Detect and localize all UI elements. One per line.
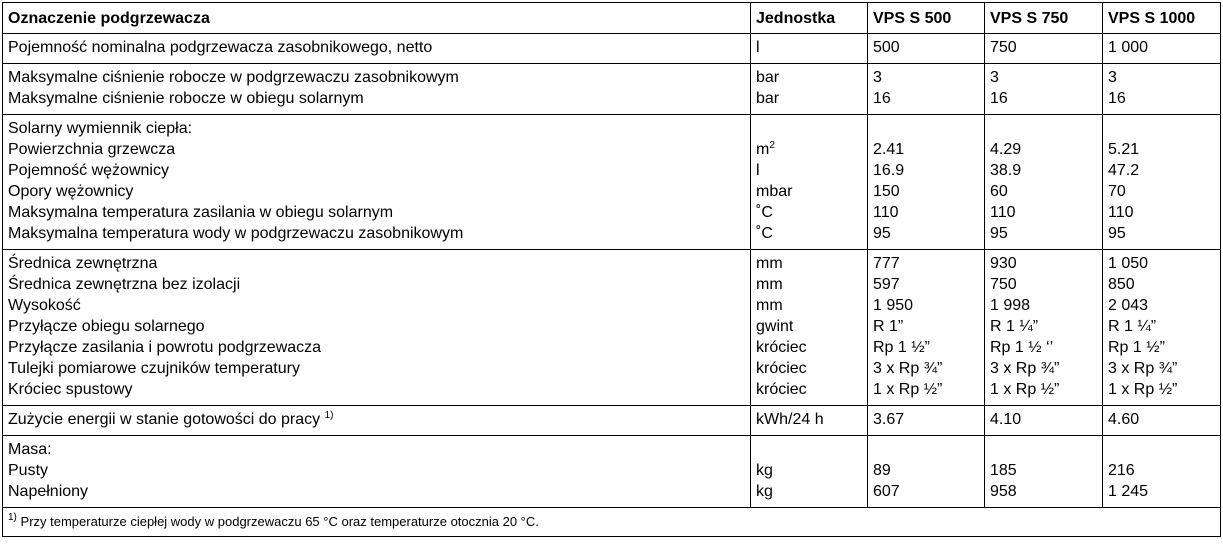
row-value: 4.29 <box>990 141 1022 158</box>
spacer <box>1108 118 1215 139</box>
unit-cell <box>751 64 868 115</box>
table-row <box>3 115 1221 250</box>
row-unit <box>756 481 862 502</box>
row-unit-text: l <box>756 39 760 56</box>
row-unit <box>756 316 862 337</box>
label-cell <box>3 64 751 115</box>
row-value: 16.9 <box>873 162 905 179</box>
value-cell-vps-s-750 <box>985 64 1103 115</box>
footnote <box>3 508 1221 537</box>
value-cell-vps-s-500 <box>868 64 985 115</box>
row-value: R 1 ¼” <box>990 318 1039 335</box>
footnote-marker: 1) <box>8 512 17 523</box>
row-value: 1 x Rp ½” <box>873 381 943 398</box>
row-unit <box>756 160 862 181</box>
row-value: 3.67 <box>873 411 905 428</box>
row-label <box>8 358 745 379</box>
row-value: 850 <box>1108 276 1135 293</box>
row-value: 60 <box>990 183 1008 200</box>
value-cell-vps-s-750 <box>985 436 1103 508</box>
row-label <box>8 379 745 400</box>
value-cell-vps-s-1000 <box>1103 115 1221 250</box>
value-cell-vps-s-750 <box>985 115 1103 250</box>
value-cell-vps-s-500 <box>868 115 985 250</box>
row-value: Rp 1 ½ ‘’ <box>990 339 1054 356</box>
row-unit-text: mm <box>756 276 783 293</box>
value-cell-vps-s-750 <box>985 250 1103 406</box>
row-unit <box>756 274 862 295</box>
row-label-text: Tulejki pomiarowe czujników temperatury <box>8 360 300 377</box>
header-model-vps-s-500: VPS S 500 <box>868 3 985 34</box>
header-model-vps-s-1000: VPS S 1000 <box>1103 3 1221 34</box>
row-label <box>8 160 745 181</box>
unit-cell <box>751 250 868 406</box>
row-value: 4.10 <box>990 411 1022 428</box>
value-cell-vps-s-500 <box>868 250 985 406</box>
row-unit <box>756 379 862 400</box>
row-value: 110 <box>1108 204 1134 221</box>
value-cell-vps-s-500 <box>868 406 985 436</box>
unit-cell <box>751 436 868 508</box>
row-value: 95 <box>873 225 891 242</box>
row-value: 3 x Rp ¾” <box>873 360 943 377</box>
value-cell-vps-s-500 <box>868 34 985 64</box>
row-unit <box>756 37 862 58</box>
row-unit-text: m <box>756 141 770 158</box>
row-unit-text: bar <box>756 69 780 86</box>
row-value: 16 <box>1108 90 1126 107</box>
row-unit-text: króciec <box>756 360 807 377</box>
row-label-text: Średnica zewnętrzna <box>8 255 158 272</box>
table-row <box>3 436 1221 508</box>
unit-cell <box>751 34 868 64</box>
label-cell <box>3 436 751 508</box>
row-value: 1 245 <box>1108 483 1149 500</box>
table-row <box>3 406 1221 436</box>
group-title: Solarny wymiennik ciepła: <box>8 120 193 137</box>
row-unit-text: kg <box>756 483 773 500</box>
row-label-text: Wysokość <box>8 297 81 314</box>
spacer <box>873 118 979 139</box>
row-label-text: Pojemność wężownicy <box>8 162 169 179</box>
row-value: 750 <box>990 276 1017 293</box>
row-unit <box>756 139 862 160</box>
table-row <box>3 250 1221 406</box>
row-label-text: Pusty <box>8 462 49 479</box>
unit-cell <box>751 406 868 436</box>
value-cell-vps-s-1000 <box>1103 34 1221 64</box>
spacer <box>990 118 1097 139</box>
value-cell-vps-s-1000 <box>1103 406 1221 436</box>
row-label <box>8 274 745 295</box>
row-label-text: Napełniony <box>8 483 89 500</box>
value-cell-vps-s-1000 <box>1103 250 1221 406</box>
row-value: 110 <box>873 204 899 221</box>
row-value: 110 <box>990 204 1016 221</box>
row-label-text: Maksymalna temperatura wody w podgrzewaczu zasobnikowym <box>8 225 464 242</box>
row-value: 607 <box>873 483 900 500</box>
row-value: R 1 ¼” <box>1108 318 1157 335</box>
row-unit-text: króciec <box>756 381 807 398</box>
row-value: 95 <box>1108 225 1126 242</box>
row-label-text: Średnica zewnętrzna bez izolacji <box>8 276 241 293</box>
value-cell-vps-s-750 <box>985 406 1103 436</box>
row-value: 47.2 <box>1108 162 1140 179</box>
row-value: 500 <box>873 39 900 56</box>
row-label <box>8 295 745 316</box>
table-body <box>3 34 1221 508</box>
row-label <box>8 139 745 160</box>
label-cell <box>3 115 751 250</box>
row-value: 2 043 <box>1108 297 1149 314</box>
row-unit <box>756 223 862 244</box>
row-label <box>8 337 745 358</box>
footnote-reference: 1) <box>324 410 334 421</box>
row-unit-text: króciec <box>756 339 807 356</box>
row-value: 70 <box>1108 183 1126 200</box>
row-label <box>8 67 745 88</box>
spacer <box>873 439 979 460</box>
row-unit-text: mm <box>756 297 783 314</box>
row-unit <box>756 202 862 223</box>
row-unit-text: kWh/24 h <box>756 411 824 428</box>
row-label <box>8 253 745 274</box>
header-designation: Oznaczenie podgrzewacza <box>3 3 751 34</box>
row-unit <box>756 181 862 202</box>
unit-superscript: 2 <box>769 140 775 151</box>
spec-sheet <box>2 2 1220 537</box>
row-unit <box>756 337 862 358</box>
row-value: 3 <box>990 69 999 86</box>
value-cell-vps-s-1000 <box>1103 436 1221 508</box>
spacer <box>990 439 1097 460</box>
row-value: 216 <box>1108 462 1135 479</box>
row-value: 958 <box>990 483 1017 500</box>
row-unit-text: gwint <box>756 318 794 335</box>
row-value: 3 x Rp ¾” <box>1108 360 1178 377</box>
row-unit-text: bar <box>756 90 780 107</box>
row-value: 89 <box>873 462 891 479</box>
row-value: 1 000 <box>1108 39 1149 56</box>
row-value: Rp 1 ½” <box>1108 339 1165 356</box>
row-label <box>8 316 745 337</box>
row-value: 750 <box>990 39 1017 56</box>
row-label-text: Opory wężownicy <box>8 183 134 200</box>
group-title: Masa: <box>8 441 52 458</box>
value-cell-vps-s-500 <box>868 436 985 508</box>
row-label-text: Zużycie energii w stanie gotowości do pracy <box>8 411 321 428</box>
row-unit-text: ˚C <box>756 225 773 242</box>
row-unit <box>756 295 862 316</box>
row-label <box>8 37 745 58</box>
row-value: 3 <box>1108 69 1117 86</box>
row-unit <box>756 460 862 481</box>
row-label-text: Pojemność nominalna podgrzewacza zasobnikowego, netto <box>8 39 433 56</box>
row-value: 777 <box>873 255 900 272</box>
row-value: 3 <box>873 69 882 86</box>
row-value: 16 <box>873 90 891 107</box>
row-label <box>8 460 745 481</box>
spacer <box>756 439 862 460</box>
row-label-text: Przyłącze obiegu solarnego <box>8 318 205 335</box>
row-value: 597 <box>873 276 900 293</box>
row-value: 95 <box>990 225 1008 242</box>
row-unit <box>756 358 862 379</box>
row-value: 38.9 <box>990 162 1022 179</box>
row-value: 1 998 <box>990 297 1031 314</box>
row-label <box>8 181 745 202</box>
row-value: 150 <box>873 183 900 200</box>
row-label-text: Króciec spustowy <box>8 381 133 398</box>
row-value: 1 050 <box>1108 255 1149 272</box>
row-unit-text: mbar <box>756 183 793 200</box>
row-label-text: Maksymalne ciśnienie robocze w podgrzewaczu zasobnikowym <box>8 69 459 86</box>
value-cell-vps-s-1000 <box>1103 64 1221 115</box>
row-value: 5.21 <box>1108 141 1140 158</box>
row-unit <box>756 67 862 88</box>
row-label <box>8 223 745 244</box>
row-value: 3 x Rp ¾” <box>990 360 1060 377</box>
row-label <box>8 88 745 109</box>
label-cell <box>3 250 751 406</box>
row-unit <box>756 253 862 274</box>
row-value: 16 <box>990 90 1008 107</box>
row-value: 1 x Rp ½” <box>1108 381 1178 398</box>
row-value: 1 950 <box>873 297 914 314</box>
row-label <box>8 202 745 223</box>
row-unit-text: mm <box>756 255 783 272</box>
row-unit-text: l <box>756 162 760 179</box>
row-label-text: Powierzchnia grzewcza <box>8 141 176 158</box>
spacer <box>1108 439 1215 460</box>
unit-cell <box>751 115 868 250</box>
row-unit <box>756 409 862 430</box>
row-unit-text: ˚C <box>756 204 773 221</box>
row-value: 4.60 <box>1108 411 1140 428</box>
row-label <box>8 481 745 502</box>
row-value: 1 x Rp ½” <box>990 381 1060 398</box>
label-cell <box>3 34 751 64</box>
footnote-row <box>3 508 1221 537</box>
row-label-text: Maksymalna temperatura zasilania w obiegu solarnym <box>8 204 394 221</box>
row-label-text: Maksymalne ciśnienie robocze w obiegu solarnym <box>8 90 364 107</box>
label-cell <box>3 406 751 436</box>
row-value: 930 <box>990 255 1017 272</box>
table-row <box>3 64 1221 115</box>
value-cell-vps-s-750 <box>985 34 1103 64</box>
row-value: 185 <box>990 462 1017 479</box>
header-unit: Jednostka <box>751 3 868 34</box>
spacer <box>756 118 862 139</box>
row-value: Rp 1 ½” <box>873 339 930 356</box>
row-unit <box>756 88 862 109</box>
row-label <box>8 409 745 430</box>
specification-table <box>2 2 1221 537</box>
row-value: 2.41 <box>873 141 905 158</box>
row-label-text: Przyłącze zasilania i powrotu podgrzewacza <box>8 339 322 356</box>
footnote-text: Przy temperaturze ciepłej wody w podgrzewaczu 65 °C oraz temperaturze otocznia 20 °C. <box>16 514 539 529</box>
table-row <box>3 34 1221 64</box>
row-value: R 1” <box>873 318 904 335</box>
row-unit-text: kg <box>756 462 773 479</box>
header-model-vps-s-750: VPS S 750 <box>985 3 1103 34</box>
table-header <box>3 3 1221 34</box>
